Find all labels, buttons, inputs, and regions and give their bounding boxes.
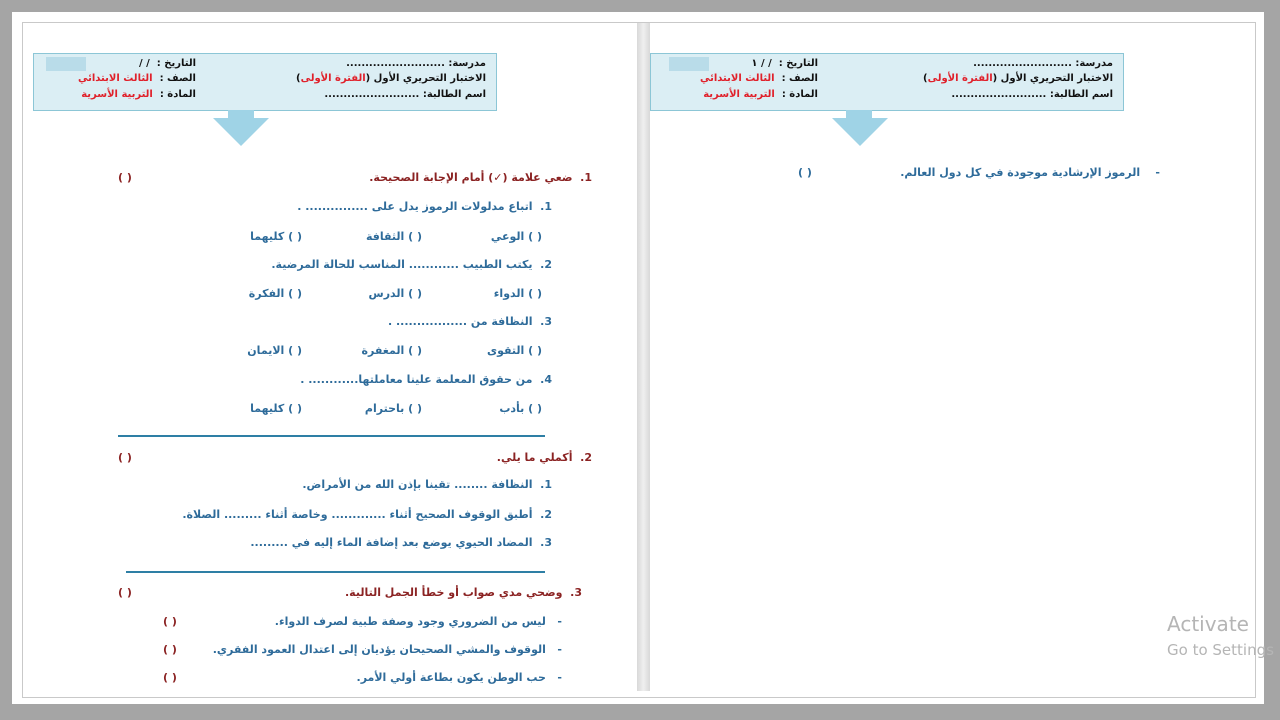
q1-item-4-option-1[interactable]: ( ) بأدب — [499, 402, 542, 415]
q2-item-3: 3. المضاد الحيوي يوضع بعد إضافة الماء إليه في ......... — [250, 536, 552, 549]
page-right — [650, 23, 1250, 691]
q3-item-1: - ليس من الضروري وجود وصفة طبية لصرف الدواء. — [274, 615, 562, 628]
q1-item-2-option-1[interactable]: ( ) الدواء — [493, 287, 542, 300]
q2-score-box: ( ) — [118, 451, 132, 464]
date-highlight — [46, 57, 86, 71]
q2-item-2: 2. أطبق الوقوف الصحيح أثناء ............. وخاصة أثناء ......... الصلاة. — [182, 508, 552, 521]
school-field: مدرسة: .......................... — [346, 58, 486, 69]
school-field: مدرسة: .......................... — [973, 58, 1113, 69]
q1-score-box: ( ) — [118, 171, 132, 184]
student-name-field: اسم الطالبة: ......................... — [951, 89, 1113, 100]
q3-score-box: ( ) — [118, 586, 132, 599]
q1-item-4: 4. من حقوق المعلمة علينا معاملتها............ . — [300, 373, 552, 386]
activation-watermark-subtitle: Go to Settings — [1167, 641, 1274, 659]
section-divider — [126, 571, 545, 573]
exam-header — [33, 53, 497, 111]
exam-title: الاختبار التحريري الأول (الفترة الأولى) — [923, 73, 1113, 84]
right-item: - الرموز الإرشادية موجودة في كل دول العالم. — [900, 166, 1160, 179]
q3-item-1-mark[interactable]: ( ) — [163, 615, 177, 628]
page-gutter — [637, 23, 650, 691]
date-field: التاريخ : / / — [139, 58, 196, 69]
subject-field: المادة : التربية الأسرية — [81, 89, 196, 100]
exam-title: الاختبار التحريري الأول (الفترة الأولى) — [296, 73, 486, 84]
q1-item-1-option-2[interactable]: ( ) الثقافة — [365, 230, 422, 243]
header-arrow-stem — [228, 110, 254, 118]
student-name-field: اسم الطالبة: ......................... — [324, 89, 486, 100]
q1-item-2: 2. يكتب الطبيب ............ المناسب للحالة المرضية. — [271, 258, 552, 271]
q1-item-3-option-3[interactable]: ( ) الايمان — [247, 344, 302, 357]
q1-item-2-option-2[interactable]: ( ) الدرس — [368, 287, 422, 300]
header-arrow-stem — [846, 110, 872, 118]
exam-header — [650, 53, 1124, 111]
q1-title: 1. ضعي علامة (✓) أمام الإجابة الصحيحة. — [369, 171, 592, 184]
q1-item-1: 1. اتباع مدلولات الرموز يدل على ............... . — [297, 200, 552, 213]
page-left — [33, 23, 637, 691]
subject-field: المادة : التربية الأسرية — [703, 89, 818, 100]
section-divider — [118, 435, 545, 437]
q3-item-2-mark[interactable]: ( ) — [163, 643, 177, 656]
q1-item-1-option-1[interactable]: ( ) الوعي — [490, 230, 542, 243]
q1-item-2-option-3[interactable]: ( ) الفكرة — [248, 287, 302, 300]
q2-title: 2. أكملي ما يلي. — [496, 451, 592, 464]
q1-item-3-option-2[interactable]: ( ) المغفرة — [361, 344, 422, 357]
q3-title: 3. وضحي مدي صواب أو خطأ الجمل التالية. — [344, 586, 582, 599]
q3-item-3-mark[interactable]: ( ) — [163, 671, 177, 684]
q1-item-4-option-3[interactable]: ( ) كليهما — [250, 402, 302, 415]
header-arrow — [213, 118, 269, 146]
header-arrow — [832, 118, 888, 146]
q1-item-4-option-2[interactable]: ( ) باحترام — [364, 402, 422, 415]
date-field: التاريخ : / / ١ — [751, 58, 818, 69]
date-highlight — [669, 57, 709, 71]
grade-field: الصف : الثالث الابتدائي — [699, 73, 818, 84]
q1-item-1-option-3[interactable]: ( ) كليهما — [250, 230, 302, 243]
activation-watermark-title: Activate — [1167, 612, 1249, 636]
q1-item-3: 3. النظافة من ................. . — [387, 315, 552, 328]
right-item-mark[interactable]: ( ) — [798, 166, 812, 179]
q2-item-1: 1. النظافة ........ تقينا بإذن الله من الأمراض. — [302, 478, 552, 491]
q3-item-2: - الوقوف والمشي الصحيحان يؤديان إلى اعتدال العمود الفقري. — [212, 643, 562, 656]
grade-field: الصف : الثالث الابتدائي — [77, 73, 196, 84]
q3-item-3: - حب الوطن يكون بطاعة أولي الأمر. — [356, 671, 562, 684]
q1-item-3-option-1[interactable]: ( ) التقوى — [487, 344, 542, 357]
